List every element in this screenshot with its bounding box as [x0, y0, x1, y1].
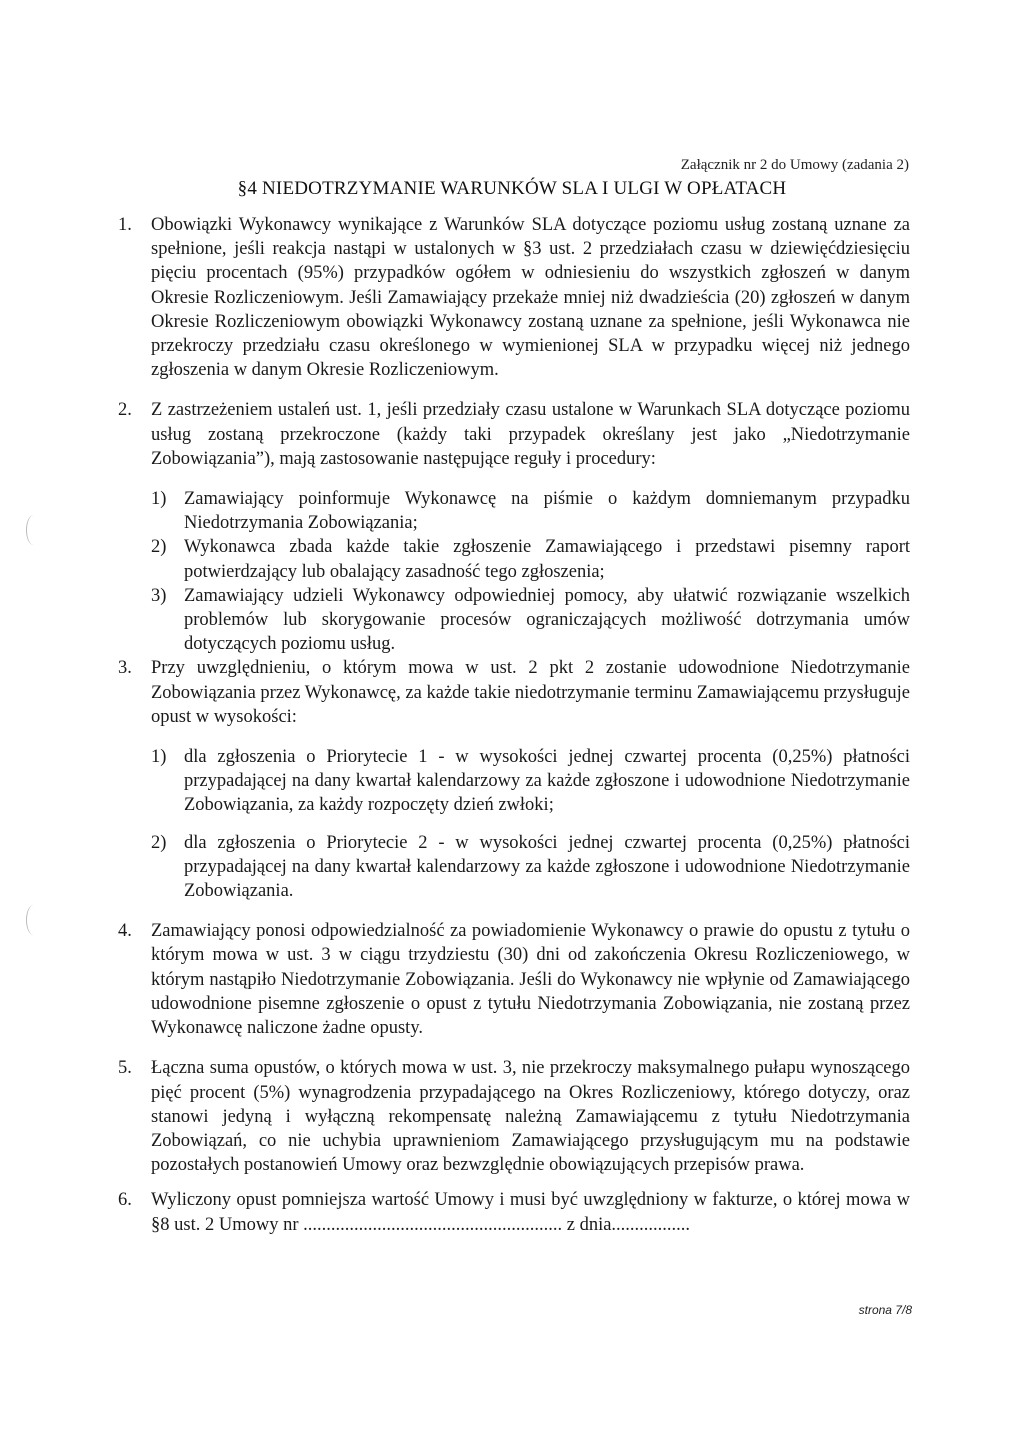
paragraph-4 [118, 919, 910, 1040]
list-item [118, 745, 910, 818]
list-item-text: Zamawiający udzieli Wykonawcy odpowiedniej pomocy, aby ułatwić rozwiązanie wszelkich problemów lub skorygowanie procesów ograniczających możliwość dotrzymania umów dotyczących poziomu usług. [184, 585, 910, 655]
list-item [118, 831, 910, 904]
list-item-text: Zamawiający poinformuje Wykonawcę na piśmie o każdym domniemanym przypadku Niedotrzymania Zobowiązania; [184, 489, 910, 534]
punch-hole-mark [26, 515, 41, 545]
paragraph-number: 6. [118, 1190, 132, 1211]
paragraph-number: 4. [118, 921, 132, 942]
list-item-number: 3) [151, 585, 167, 606]
section-title: §4 NIEDOTRZYMANIE WARUNKÓW SLA I ULGI W OPŁATACH [237, 178, 787, 199]
paragraph-text: Zamawiający ponosi odpowiedzialność za powiadomienie Wykonawcy o prawie do opustu z tytułu o którym mowa w ust. 3 w ciągu trzydziestu (30) dni od zakończenia Okresu Rozliczeniowego, w którym nastąpiło Niedotrzymanie Zobowiązania. Jeśli do Wykonawcy nie wpłynie od Zamawiającego udowodnione pisemne zgłoszenie o opust z tytułu Niedotrzymania Zobowiązania, nie zostaną przez Wykonawcę naliczone żadne opusty. [151, 921, 910, 1039]
list-item-number: 2) [151, 832, 167, 853]
list-item [118, 584, 910, 657]
list-item [118, 487, 910, 535]
punch-hole-mark [26, 905, 41, 935]
paragraph-number: 2. [118, 400, 132, 421]
paragraph-number: 1. [118, 215, 132, 235]
document-body [118, 213, 910, 1237]
list-item-number: 1) [151, 747, 167, 768]
list-item-text: Wykonawca zbada każde takie zgłoszenie Zamawiającego i przedstawi pisemny raport potwierdzający lub obalający zasadność tego zgłoszenia; [184, 537, 910, 582]
paragraph-text: Przy uwzględnieniu, o którym mowa w ust. 2 pkt 2 zostanie udowodnione Niedotrzymanie Zobowiązania przez Wykonawcę, za każde takie niedotrzymanie terminu Zamawiającemu przysługuje opust w wysokości: [151, 658, 910, 727]
paragraph-number: 5. [118, 1058, 132, 1079]
page-number: strona 7/8 [858, 1303, 912, 1317]
paragraph-text: Wyliczony opust pomniejsza wartość Umowy i musi być uwzględniony w fakturze, o której mowa w §8 ust. 2 Umowy nr ........................................................ z dnia................. [151, 1190, 910, 1235]
paragraph-2 [118, 398, 910, 471]
paragraph-5 [118, 1056, 910, 1177]
list-item-number: 1) [151, 489, 167, 510]
list-item-text: dla zgłoszenia o Priorytecie 2 - w wysokości jednej czwartej procenta (0,25%) płatności przypadającej na dany kwartał kalendarzowy za każde zgłoszone i udowodnione Niedotrzymanie Zobowiązania. [184, 832, 910, 902]
list-item [118, 535, 910, 583]
attachment-label: Załącznik nr 2 do Umowy (zadania 2) [680, 157, 909, 173]
paragraph-text: Z zastrzeżeniem ustaleń ust. 1, jeśli przedziały czasu ustalone w Warunkach SLA dotyczące poziomu usług zostaną przekroczone (każdy taki przypadek określany jest jako „Niedotrzymanie Zobowiązania”), mają zastosowanie następujące reguły i procedury: [151, 400, 910, 469]
paragraph-1 [118, 213, 910, 382]
paragraph-6 [118, 1188, 910, 1236]
paragraph-text: Łączna suma opustów, o których mowa w ust. 3, nie przekroczy maksymalnego pułapu wynoszącego pięć procent (5%) wynagrodzenia przypadającego na Okres Rozliczeniowy, którego dotyczy, oraz stanowi jedyną i wyłączną rekompensatę należną Zamawiającemu z tytułu Niedotrzymania Zobowiązań, co nie uchybia uprawnieniom Zamawiającego przysługującym mu na podstawie pozostałych postanowień Umowy oraz bezwzględnie obowiązujących przepisów prawa. [151, 1058, 910, 1176]
list-item-number: 2) [151, 537, 167, 558]
list-item-text: dla zgłoszenia o Priorytecie 1 - w wysokości jednej czwartej procenta (0,25%) płatności przypadającej na dany kwartał kalendarzowy za każde zgłoszone i udowodnione Niedotrzymanie Zobowiązania, za każdy rozpoczęty dzień zwłoki; [184, 747, 910, 816]
paragraph-text: Obowiązki Wykonawcy wynikające z Warunków SLA dotyczące poziomu usług zostaną uznane za spełnione, jeśli reakcja nastąpi w ustalonych w §3 ust. 2 przedziałach czasu w dziewięćdziesięciu pięciu procentach (95%) przypadków ogółem w odniesieniu do wszystkich zgłoszeń w danym Okresie Rozliczeniowym. Jeśli Zamawiający przekaże mniej niż dwadzieścia (20) zgłoszeń w danym Okresie Rozliczeniowym obowiązki Wykonawcy zostaną uznane za spełnione, jeśli Wykonawca nie przekroczy przedziału czasu określonego w wymienionej SLA w przypadku więcej niż jednego zgłoszenia w danym Okresie Rozliczeniowym. [151, 215, 910, 381]
paragraph-number: 3. [118, 658, 132, 679]
paragraph-3 [118, 656, 910, 729]
